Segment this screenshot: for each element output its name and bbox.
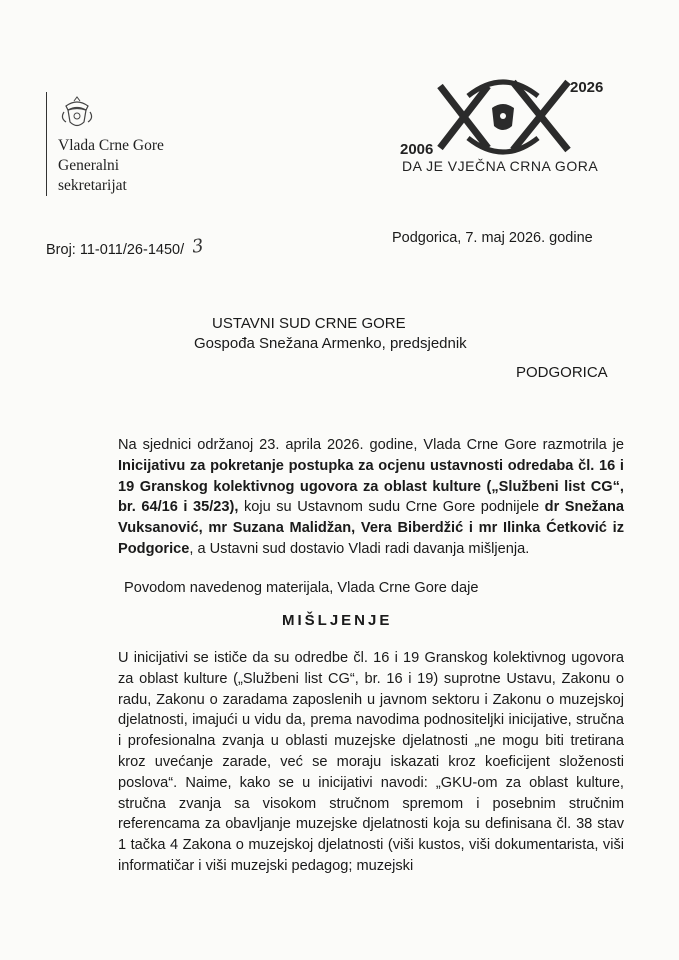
- recipient-person: Gospođa Snežana Armenko, predsjednik: [194, 335, 467, 352]
- sender-line-3: sekretarijat: [58, 177, 127, 194]
- sender-line-2: Generalni: [58, 157, 120, 174]
- paragraph-2: Povodom navedenog materijala, Vlada Crne Gore daje: [124, 580, 479, 596]
- paragraph-1: [118, 435, 624, 560]
- recipient-institution: USTAVNI SUD CRNE GORE: [212, 315, 406, 332]
- coat-of-arms-icon: [492, 104, 514, 130]
- logo-year-end: 2026: [570, 79, 604, 96]
- section-heading: MIŠLJENJE: [282, 612, 393, 629]
- p1-initiative-title: Inicijativu za pokretanje postupka za ocjenu ustavnosti odredaba čl. 16 i 19 Granskog kolektivnog ugovora za oblast kulture („Službeni list CG“, br. 64/16 i 35/23),: [118, 457, 624, 516]
- p1-text-start: Na sjednici održanoj 23. aprila 2026. godine, Vlada Crne Gore razmotrila je: [118, 437, 624, 453]
- logo-tagline: DA JE VJEČNA CRNA GORA: [402, 158, 599, 174]
- p1-text-mid: koju su Ustavnom sudu Crne Gore podnijele: [238, 499, 545, 516]
- coat-of-arms-icon: [58, 96, 96, 134]
- sender-block: [58, 136, 164, 196]
- sender-line-1: Vlada Crne Gore: [58, 137, 164, 154]
- document-date: Podgorica, 7. maj 2026. godine: [392, 230, 593, 246]
- reference-number: Broj: 11-011/26-1450/: [46, 242, 185, 258]
- recipient-city: PODGORICA: [516, 364, 608, 381]
- logo-year-start: 2006: [400, 141, 434, 158]
- paragraph-3: U inicijativi se ističe da su odredbe čl. 16 i 19 Granskog kolektivnog ugovora za oblast kulture („Službeni list CG“, br. 16 i 19) suprotne Ustavu, Zakonu o radu, Zakonu o zaradama zaposlenih u javnom sektoru i Zakonu o muzejskoj djelatnosti, imajući u vidu da, prema navodima podnositeljki inicijative, stručna i profesionalna zvanja u oblasti muzejske djelatnosti „ne mogu biti tretirana kroz uvećanje zarade, već se moraju iskazati kroz koeficijent složenosti poslova“. Naime, kako se u inicijativi navodi: „GKU-om za oblast kulture, stručna zvanja sa visokom stručnom spremom i posebnim stručnim referencama za obavljanje muzejske djelatnosti koja su definisana čl. 38 stav 1 tačka 4 Zakona o muzejskoj djelatnosti (viši kustos, viši dokumentarista, viši informatičar i viši muzejski pedagog; muzejski: [118, 650, 624, 874]
- sender-divider: [46, 92, 47, 196]
- p1-text-end: , a Ustavni sud dostavio Vladi radi davanja mišljenja.: [189, 540, 530, 557]
- p1-submitters: dr Snežana Vuksanović, mr Suzana Malidžan, Vera Biberdžić i mr Ilinka Ćetković iz Podgorice: [118, 499, 624, 557]
- handwritten-annotation: 3: [190, 235, 205, 258]
